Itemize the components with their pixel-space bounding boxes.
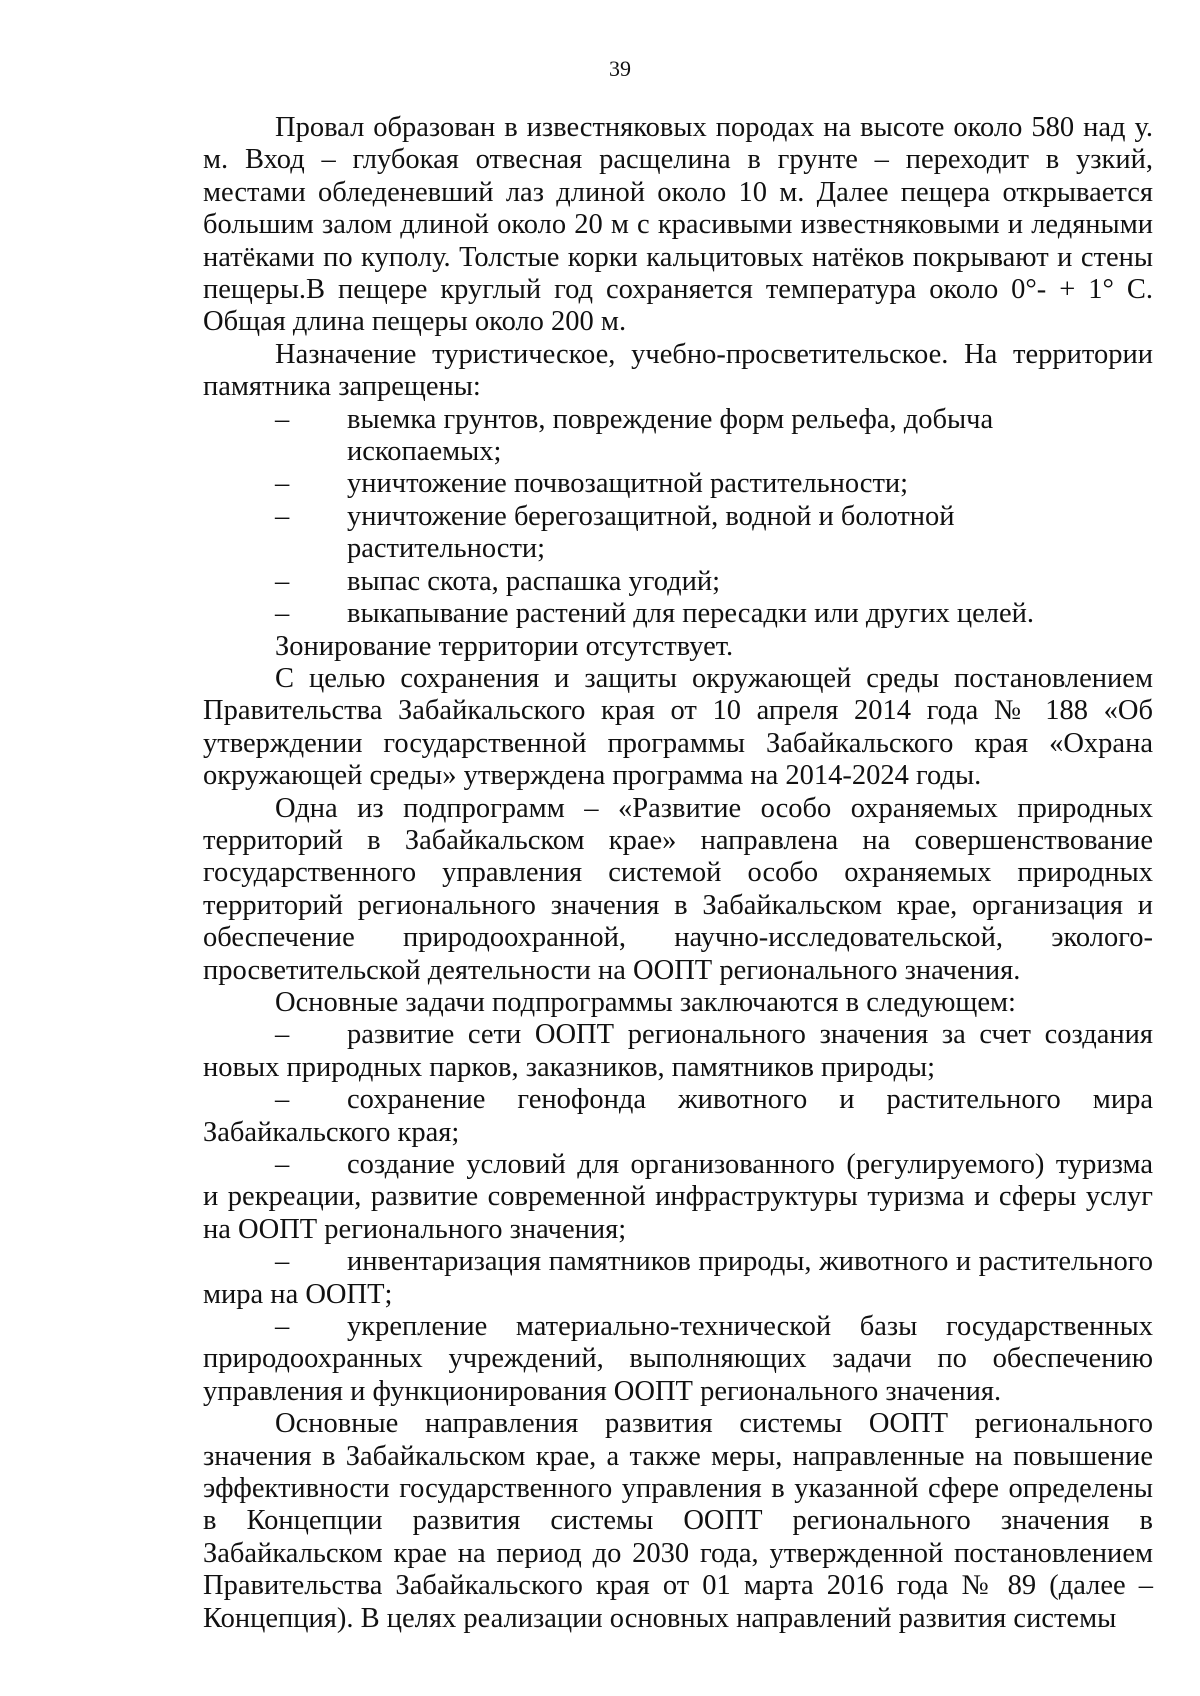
- paragraph-program: С целью сохранения и защиты окружающей среды постановлением Правительства Забайкальского края от 10 апреля 2014 года № 188 «Об утверждении государственной программы Забайкальского края «Охрана окружающей среды» утверждена программа на 2014-2024 годы.: [203, 662, 1153, 792]
- dash-marker: –: [275, 1246, 290, 1278]
- dash-marker: –: [275, 565, 290, 597]
- dash-marker: –: [275, 403, 290, 435]
- dash-marker: –: [275, 468, 290, 500]
- tasks-list: [203, 1019, 1153, 1408]
- page-number: 39: [609, 56, 631, 81]
- list-item-text: уничтожение почвозащитной растительности;: [347, 468, 909, 500]
- paragraph-concept: Основные направления развития системы ООПТ регионального значения в Забайкальском крае, а также меры, направленные на повышение эффективности государственного управления в указанной сфере определены в Концепции развития системы ООПТ регионального значения в Забайкальском крае на период до 2030 года, утвержденной постановлением Правительства Забайкальского края от 01 марта 2016 года № 89 (далее – Концепция). В целях реализации основных направлений развития системы: [203, 1408, 1153, 1634]
- list-item: [203, 404, 1153, 469]
- list-item: [203, 501, 1153, 566]
- paragraph-subprogram: Одна из подпрограмм – «Развитие особо охраняемых природных территорий в Забайкальском крае» направлена на совершенствование государственного управления системой особо охраняемых природных территорий регионального значения в Забайкальском крае, организация и обеспечение природоохранной, научно-исследовательской, эколого-просветительской деятельности на ООПТ регионального значения.: [203, 792, 1153, 986]
- dash-marker: –: [275, 1019, 290, 1051]
- list-item: [203, 566, 1153, 598]
- paragraph-purpose: Назначение туристическое, учебно-просветительское. На территории памятника запрещены:: [203, 338, 1153, 403]
- prohibited-list: [203, 404, 1153, 631]
- dash-marker: –: [275, 1084, 290, 1116]
- dash-marker: –: [275, 1311, 290, 1343]
- list-item-text: создание условий для организованного (регулируемого) туризма и рекреации, развитие современной инфраструктуры туризма и сферы услуг на ООПТ регионального значения;: [203, 1149, 1153, 1245]
- list-item: [203, 1311, 1153, 1408]
- list-item: [203, 1246, 1153, 1311]
- dash-marker: –: [275, 500, 290, 532]
- paragraph-zoning: Зонирование территории отсутствует.: [275, 630, 734, 662]
- paragraph-cave-description: Провал образован в известняковых породах на высоте около 580 над у. м. Вход – глубокая отвесная расщелина в грунте – переходит в узкий, местами обледеневший лаз длиной около 10 м. Далее пещера открывается большим залом длиной около 20 м с красивыми известняковыми и ледяными натёками по куполу. Толстые корки кальцитовых натёков покрывают и стены пещеры.В пещере круглый год сохраняется температура около 0°- + 1° С. Общая длина пещеры около 200 м.: [203, 112, 1153, 338]
- paragraph-tasks-intro: Основные задачи подпрограммы заключаются в следующем:: [275, 986, 1016, 1018]
- document-body: [203, 112, 1153, 1635]
- list-item-text: сохранение генофонда животного и растительного мира Забайкальского края;: [203, 1084, 1153, 1148]
- list-item-text: уничтожение берегозащитной, водной и болотной растительности;: [347, 500, 955, 565]
- dash-marker: –: [275, 1149, 290, 1180]
- list-item-text: развитие сети ООПТ регионального значения за счет создания новых природных парков, заказников, памятников природы;: [203, 1019, 1153, 1083]
- list-item-text: выемка грунтов, повреждение форм рельефа, добыча ископаемых;: [347, 403, 994, 468]
- list-item-text: выпас скота, распашка угодий;: [347, 565, 721, 597]
- list-item: [203, 1084, 1153, 1149]
- list-item: [203, 1149, 1153, 1246]
- list-item: [203, 1019, 1153, 1084]
- list-item: [203, 468, 1153, 500]
- list-item-text: укрепление материально-технической базы государственных природоохранных учреждений, выполняющих задачи по обеспечению управления и функционирования ООПТ регионального значения.: [203, 1311, 1153, 1407]
- dash-marker: –: [275, 598, 290, 630]
- list-item-text: выкапывание растений для пересадки или других целей.: [347, 598, 1035, 630]
- list-item: [203, 598, 1153, 630]
- list-item-text: инвентаризация памятников природы, животного и растительного мира на ООПТ;: [203, 1246, 1153, 1310]
